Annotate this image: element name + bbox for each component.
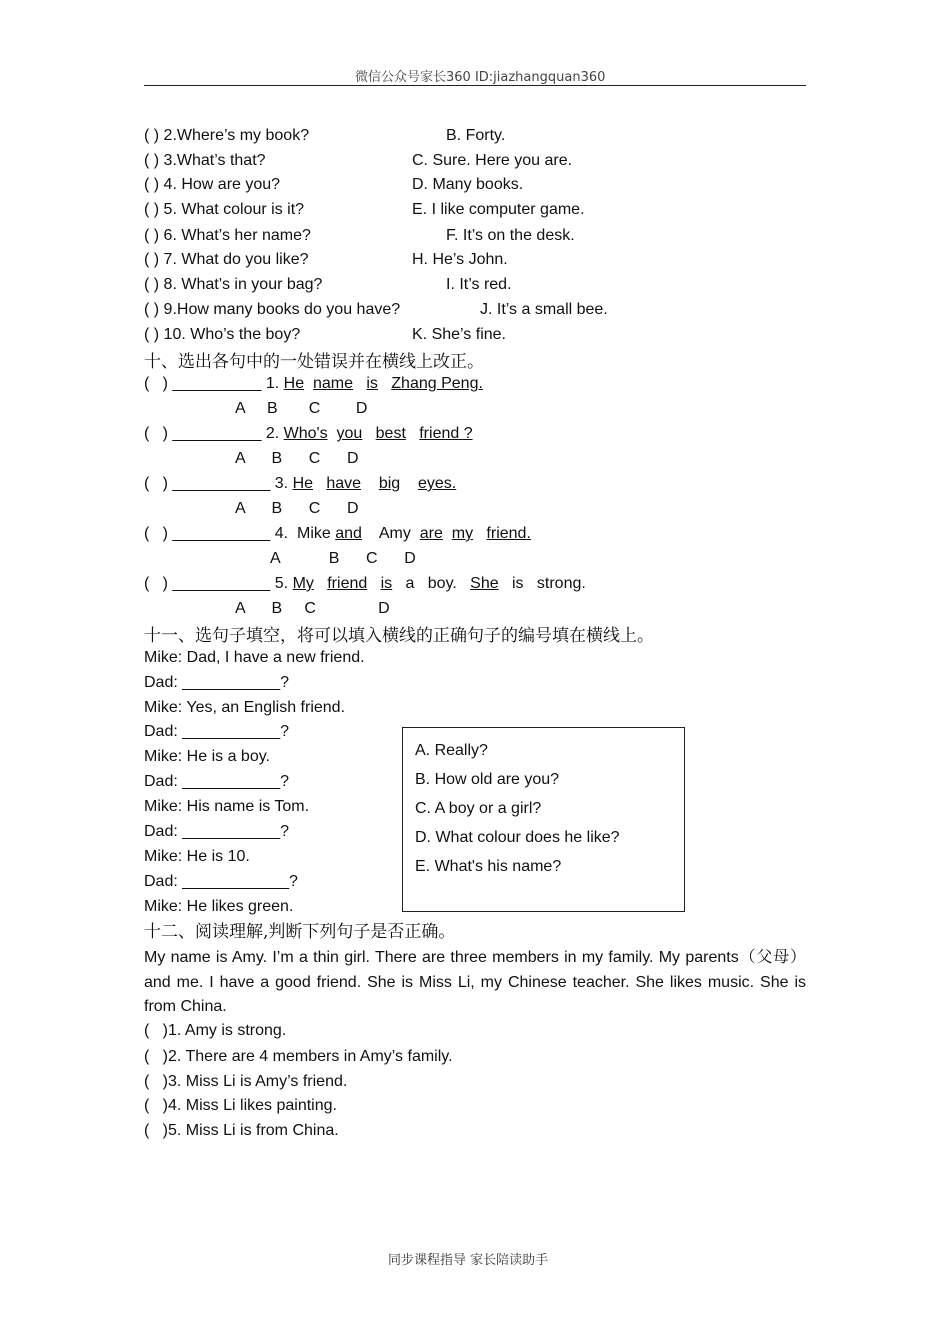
- plain-word: strong.: [536, 575, 586, 592]
- option-item: B. How old are you?: [415, 771, 560, 788]
- statement: ( )4. Miss Li likes painting.: [144, 1097, 337, 1114]
- option-a: and: [335, 525, 362, 542]
- option-c: is: [366, 375, 378, 392]
- page-header: 微信公众号家长360 ID:jiazhangquan360: [355, 70, 606, 85]
- error-item: [144, 474, 456, 494]
- page-footer: 同步课程指导 家长陪读助手: [388, 1253, 549, 1268]
- matching-question: ( ) 3.What’s that?: [144, 152, 266, 169]
- option-letters: A B C D: [270, 550, 416, 567]
- option-item: E. What's his name?: [415, 858, 562, 875]
- matching-question: ( ) 7. What do you like?: [144, 251, 309, 268]
- dialogue-line: Mike: He is 10.: [144, 848, 250, 865]
- options-box: [402, 727, 685, 912]
- item-prefix: ( ) ___________ 5.: [144, 575, 293, 592]
- matching-answer: E. I like computer game.: [412, 201, 585, 218]
- dialogue-line: Dad: ___________?: [144, 674, 290, 691]
- option-d: eyes.: [417, 475, 457, 492]
- matching-question: ( ) 4. How are you?: [144, 176, 281, 193]
- option-b: are: [419, 525, 443, 542]
- item-prefix: ( ) __________ 1.: [144, 375, 284, 392]
- error-item: [144, 574, 586, 594]
- dialogue-line: Dad: ___________?: [144, 773, 290, 790]
- error-item: [144, 524, 531, 544]
- option-b: you: [336, 425, 363, 442]
- option-item: D. What colour does he like?: [415, 829, 620, 846]
- dialogue-line: Mike: Yes, an English friend.: [144, 699, 346, 716]
- section-title: 十一、选句子填空，将可以填入横线的正确句子的编号填在横线上。: [144, 626, 654, 646]
- error-item: [144, 424, 473, 444]
- option-c: best: [375, 425, 406, 442]
- header-divider: [144, 85, 806, 86]
- option-letters: A B C D: [235, 450, 359, 467]
- matching-answer: C. Sure. Here you are.: [412, 152, 573, 169]
- matching-answer: I. It’s red.: [446, 276, 512, 293]
- plain-word: a: [405, 575, 415, 592]
- matching-question: ( ) 5. What colour is it?: [144, 201, 305, 218]
- item-prefix: ( ) ___________ 4. Mike: [144, 525, 336, 542]
- option-c: is: [380, 575, 393, 592]
- option-letters: A B C D: [235, 500, 359, 517]
- dialogue-line: Mike: His name is Tom.: [144, 798, 310, 815]
- matching-question: ( ) 10. Who’s the boy?: [144, 326, 301, 343]
- option-a: Who's: [283, 425, 328, 442]
- option-d: She: [470, 575, 499, 592]
- option-letters: A B C D: [235, 600, 390, 617]
- error-item: [144, 374, 483, 394]
- item-prefix: ( ) __________ 2.: [144, 425, 284, 442]
- section-title: 十、选出各句中的一处错误并在横线上改正。: [144, 352, 484, 372]
- option-d: Zhang Peng.: [391, 375, 483, 392]
- statement: ( )2. There are 4 members in Amy’s family.: [144, 1048, 453, 1065]
- matching-answer: K. She’s fine.: [412, 326, 506, 343]
- option-item: C. A boy or a girl?: [415, 800, 542, 817]
- section-title: 十二、阅读理解,判断下列句子是否正确。: [144, 922, 456, 942]
- option-b: have: [326, 475, 362, 492]
- dialogue-line: Dad: ___________?: [144, 723, 290, 740]
- matching-question: ( ) 8. What’s in your bag?: [144, 276, 323, 293]
- plain-word: Amy: [378, 525, 411, 542]
- option-a: My: [292, 575, 314, 592]
- matching-answer: J. It’s a small bee.: [480, 301, 608, 318]
- dialogue-line: Dad: ____________?: [144, 873, 298, 890]
- option-item: A. Really?: [415, 742, 488, 759]
- matching-question: ( ) 9.How many books do you have?: [144, 301, 401, 318]
- option-c: big: [378, 475, 401, 492]
- matching-answer: F. It’s on the desk.: [446, 227, 575, 244]
- dialogue-line: Mike: He is a boy.: [144, 748, 270, 765]
- matching-question: ( ) 6. What’s her name?: [144, 227, 311, 244]
- option-b: name: [313, 375, 354, 392]
- option-d: friend ?: [419, 425, 473, 442]
- dialogue-line: Mike: He likes green.: [144, 898, 294, 915]
- matching-answer: H. He’s John.: [412, 251, 508, 268]
- reading-passage: My name is Amy. I’m a thin girl. There are three members in my family. My parents（父母） and me. I have a good friend. She is Miss Li, my Chinese teacher. She likes music. She is from China.: [144, 949, 806, 1015]
- item-prefix: ( ) ___________ 3.: [144, 475, 293, 492]
- matching-answer: D. Many books.: [412, 176, 524, 193]
- option-a: He: [292, 475, 314, 492]
- plain-word: is: [511, 575, 524, 592]
- dialogue-line: Mike: Dad, I have a new friend.: [144, 649, 365, 666]
- statement: ( )5. Miss Li is from China.: [144, 1122, 339, 1139]
- dialogue-line: Dad: ___________?: [144, 823, 290, 840]
- matching-question: ( ) 2.Where’s my book?: [144, 127, 310, 144]
- statement: ( )1. Amy is strong.: [144, 1022, 287, 1039]
- option-b: friend: [327, 575, 368, 592]
- option-d: friend.: [486, 525, 531, 542]
- plain-word: boy.: [427, 575, 457, 592]
- statement: ( )3. Miss Li is Amy’s friend.: [144, 1073, 348, 1090]
- option-letters: A B C D: [235, 400, 368, 417]
- option-a: He: [283, 375, 305, 392]
- option-c: my: [451, 525, 474, 542]
- matching-answer: B. Forty.: [446, 127, 506, 144]
